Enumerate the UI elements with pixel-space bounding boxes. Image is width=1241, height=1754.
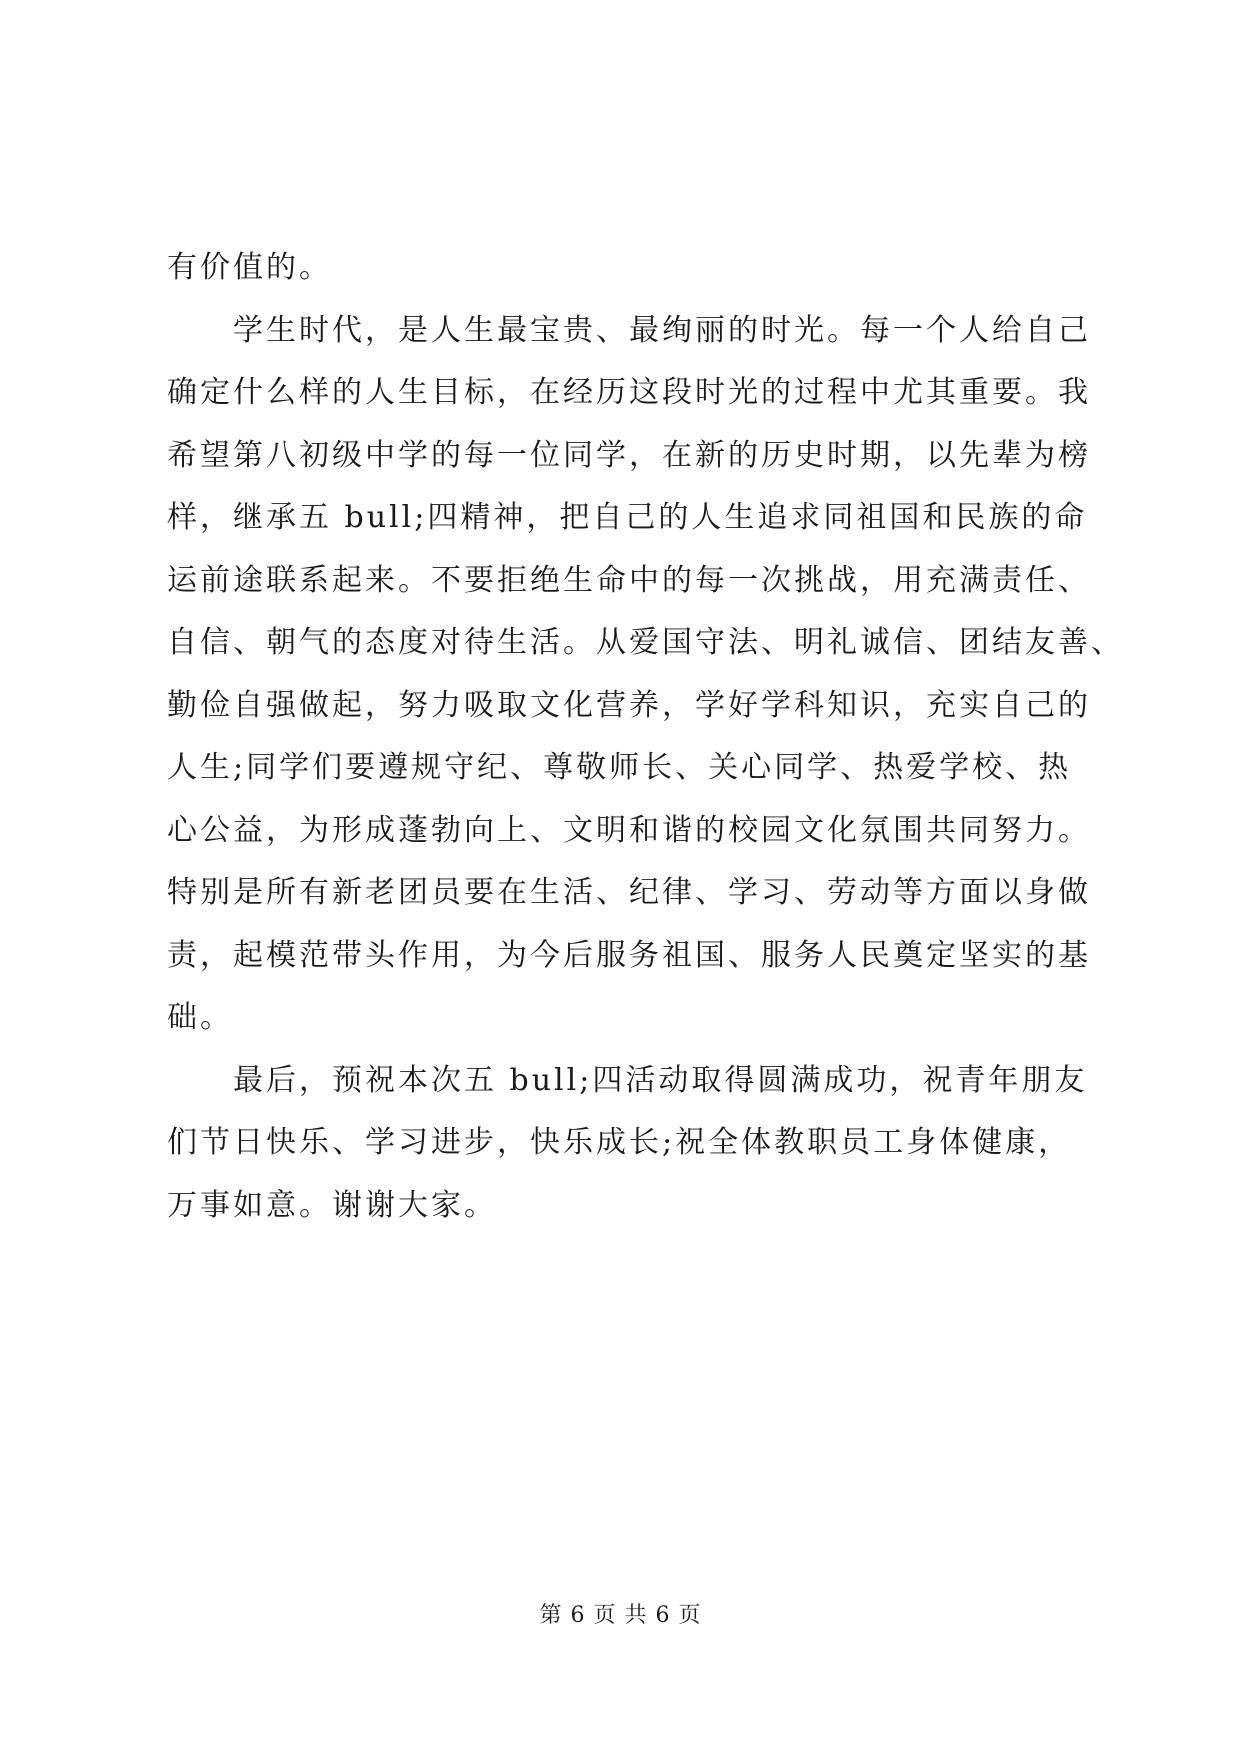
text-line: 样，继承五 bull;四精神，把自己的人生追求同祖国和民族的命 <box>167 500 1088 535</box>
text-line: 人生;同学们要遵规守纪、尊敬师长、关心同学、热爱学校、热 <box>167 750 1072 785</box>
text-line: 心公益，为形成蓬勃向上、文明和谐的校园文化氛围共同努力。 <box>167 813 1091 848</box>
text-line: 有价值的。 <box>167 250 332 285</box>
text-line: 自信、朝气的态度对待生活。从爱国守法、明礼诚信、团结友善、 <box>167 625 1124 660</box>
text-line: 特别是所有新老团员要在生活、纪律、学习、劳动等方面以身做 <box>167 875 1091 910</box>
text-line: 确定什么样的人生目标，在经历这段时光的过程中尤其重要。我 <box>167 375 1091 410</box>
text-line: 责，起模范带头作用，为今后服务祖国、服务人民奠定坚实的基 <box>167 938 1091 973</box>
text-line: 希望第八初级中学的每一位同学，在新的历史时期，以先辈为榜 <box>167 438 1091 473</box>
text-line: 们节日快乐、学习进步，快乐成长;祝全体教职员工身体健康， <box>167 1125 1072 1160</box>
page-number-footer: 第 6 页 共 6 页 <box>539 1603 702 1628</box>
text-line: 础。 <box>167 1000 233 1035</box>
paragraph-first-line: 最后，预祝本次五 bull;四活动取得圆满成功，祝青年朋友 <box>233 1063 1088 1098</box>
text-line: 勤俭自强做起，努力吸取文化营养，学好学科知识，充实自己的 <box>167 688 1091 723</box>
paragraph-first-line: 学生时代，是人生最宝贵、最绚丽的时光。每一个人给自己 <box>233 313 1091 348</box>
text-line: 万事如意。谢谢大家。 <box>167 1188 497 1223</box>
text-line: 运前途联系起来。不要拒绝生命中的每一次挑战，用充满责任、 <box>167 563 1091 598</box>
